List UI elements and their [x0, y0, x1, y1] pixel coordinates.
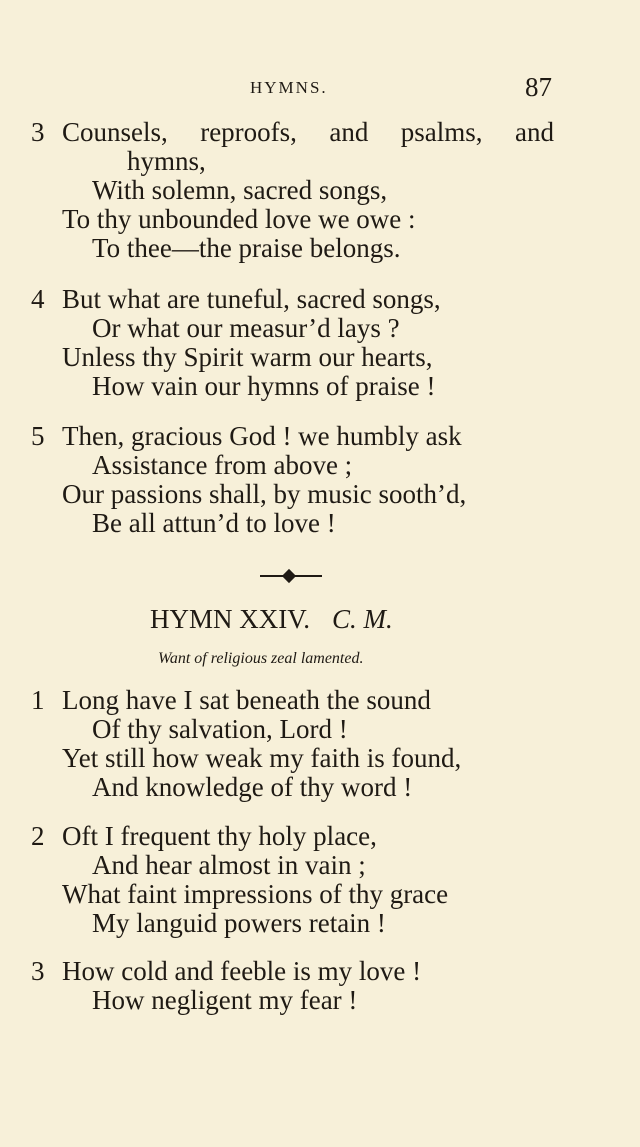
running-title: HYMNS. — [250, 78, 328, 97]
stanza-line-text: To thee—the praise belongs. — [92, 233, 401, 263]
stanza-number: 5 — [31, 421, 45, 451]
stanza-line — [0, 822, 640, 851]
stanza-line-text: Long have I sat beneath the sound — [62, 685, 431, 715]
stanza-line-text: And hear almost in vain ; — [92, 850, 366, 880]
stanza-line-text: Unless thy Spirit warm our hearts, — [62, 342, 433, 372]
stanza-line-text: Our passions shall, by music sooth’d, — [62, 479, 467, 509]
stanza-line-text: Be all attun’d to love ! — [92, 508, 336, 538]
word: reproofs, — [200, 117, 297, 147]
stanza-line — [0, 422, 640, 451]
hymn-title: HYMN XXIV. — [150, 604, 311, 634]
word: and — [329, 117, 369, 147]
stanza-3 — [0, 957, 640, 1015]
hymn-heading — [150, 604, 393, 635]
stanza-line — [0, 234, 640, 263]
stanza-line-text: What faint impressions of thy grace — [62, 879, 449, 909]
stanza-line — [0, 686, 640, 715]
stanza-number: 4 — [31, 284, 45, 314]
stanza-line — [0, 880, 640, 909]
stanza-number: 3 — [31, 956, 45, 986]
running-head — [0, 72, 640, 102]
stanza-line-text: hymns, — [127, 146, 206, 176]
stanza-line — [0, 205, 640, 234]
stanza-line-text: Or what our measur’d lays ? — [92, 313, 400, 343]
stanza-line-text: How vain our hymns of praise ! — [92, 371, 436, 401]
stanza-line — [0, 851, 640, 880]
stanza-line — [0, 118, 640, 147]
stanza-line — [0, 314, 640, 343]
stanza-line-text: Assistance from above ; — [92, 450, 353, 480]
stanza-line — [0, 285, 640, 314]
stanza-line — [0, 773, 640, 802]
hymn-subtitle: Want of religious zeal lamented. — [158, 650, 364, 667]
word: psalms, — [400, 117, 483, 147]
stanza-number: 3 — [31, 117, 45, 147]
stanza-line-text: With solemn, sacred songs, — [92, 175, 388, 205]
page-number: 87 — [525, 72, 552, 102]
stanza-line — [0, 509, 640, 538]
stanza-line — [0, 451, 640, 480]
stanza-3-previous-hymn — [0, 118, 640, 263]
word: and — [514, 117, 554, 147]
stanza-line — [0, 147, 640, 176]
stanza-line — [0, 986, 640, 1015]
stanza-line-text: But what are tuneful, sacred songs, — [62, 284, 441, 314]
word: Counsels, — [62, 117, 168, 147]
stanza-line — [0, 715, 640, 744]
stanza-2 — [0, 822, 640, 938]
stanza-line — [0, 343, 640, 372]
ornament-divider — [260, 569, 322, 583]
stanza-line — [0, 176, 640, 205]
stanza-line-text: To thy unbounded love we owe : — [62, 204, 416, 234]
stanza-line-text: How negligent my fear ! — [92, 985, 358, 1015]
stanza-line — [0, 480, 640, 509]
stanza-line-text: How cold and feeble is my love ! — [62, 956, 422, 986]
stanza-line-text: Then, gracious God ! we humbly ask — [62, 421, 462, 451]
stanza-1 — [0, 686, 640, 802]
stanza-line — [0, 957, 640, 986]
stanza-number: 2 — [31, 821, 45, 851]
hymn-meter: C. M. — [332, 604, 393, 634]
stanza-line — [0, 744, 640, 773]
stanza-number: 1 — [31, 685, 45, 715]
stanza-line — [0, 909, 640, 938]
stanza-line-text: And knowledge of thy word ! — [92, 772, 413, 802]
stanza-line — [0, 372, 640, 401]
stanza-4-previous-hymn — [0, 285, 640, 401]
stanza-line-text: My languid powers retain ! — [92, 908, 386, 938]
diamond-ornament-icon — [282, 569, 296, 583]
stanza-5-previous-hymn — [0, 422, 640, 538]
stanza-line-text — [62, 118, 554, 147]
stanza-line-text: Of thy salvation, Lord ! — [92, 714, 348, 744]
stanza-line-text: Yet still how weak my faith is found, — [62, 743, 462, 773]
stanza-line-text: Oft I frequent thy holy place, — [62, 821, 377, 851]
